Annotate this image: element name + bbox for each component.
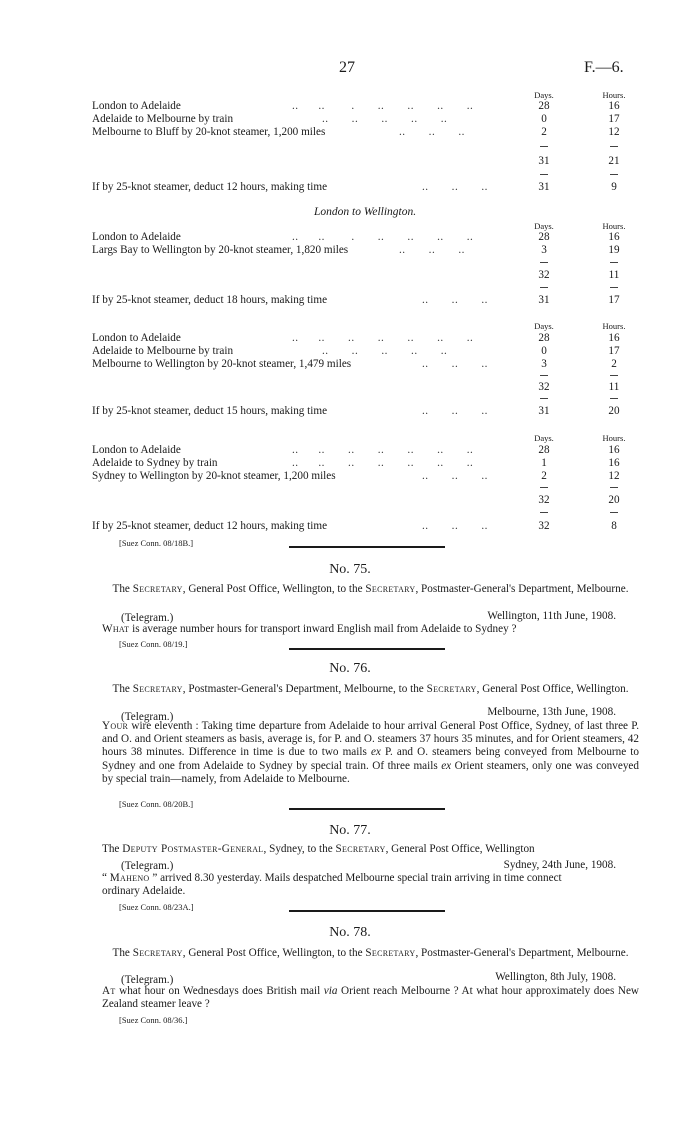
route-label: Sydney to Wellington by 20-knot steamer, 1,200 miles — [92, 470, 336, 482]
days-value: 28 — [538, 231, 550, 243]
dateline: Sydney, 24th June, 1908. — [503, 859, 616, 871]
recipient-title: Secretary — [426, 683, 477, 695]
message-lead: At — [102, 985, 116, 997]
hours-value: 17 — [608, 294, 620, 306]
hours-value: 8 — [611, 520, 617, 532]
total-row — [92, 494, 632, 507]
recipient-title: Secretary — [335, 843, 386, 855]
file-reference: [Suez Conn. 08/18B.] — [119, 538, 194, 548]
recipient-detail: , General Post Office, Wellington — [385, 843, 535, 855]
sum-rule — [610, 398, 618, 399]
days-value: 28 — [538, 444, 550, 456]
recipient-title: Secretary — [365, 583, 416, 595]
leader-dots: .. .. .. — [422, 520, 488, 532]
leader-dots: .. .. . .. .. .. .. — [292, 100, 474, 112]
column-head-days: Days. — [534, 433, 554, 443]
recipient-title: Secretary — [365, 947, 416, 959]
sender-detail: , General Post Office, Wellington, to the — [182, 583, 363, 595]
message-body — [102, 623, 639, 636]
leader-dots: .. .. .. .. .. .. .. — [292, 332, 474, 344]
route-label: London to Adelaide — [92, 100, 181, 112]
table-row — [92, 345, 632, 358]
leader-dots: .. .. .. .. .. .. .. — [292, 457, 474, 469]
column-head-hours: Hours. — [602, 433, 626, 443]
days-total: 31 — [538, 155, 550, 167]
days-value: 0 — [541, 345, 547, 357]
leader-dots: .. .. .. — [422, 358, 488, 370]
message-text: what hour on Wednesdays does British mail — [115, 985, 324, 997]
table-row — [92, 358, 632, 371]
section-divider — [289, 808, 445, 810]
leader-dots: .. .. .. .. .. .. .. — [292, 444, 474, 456]
sum-rule — [540, 512, 548, 513]
leader-dots: .. .. .. .. .. — [322, 345, 448, 357]
table-row — [92, 470, 632, 483]
deduction-row — [92, 181, 632, 194]
deduction-label: If by 25-knot steamer, deduct 18 hours, making time — [92, 294, 328, 306]
file-reference: [Suez Conn. 08/19.] — [119, 639, 188, 649]
file-reference: [Suez Conn. 08/20B.] — [119, 799, 194, 809]
message-body-line: ordinary Adelaide. — [102, 885, 186, 897]
item-number: No. 78. — [329, 925, 371, 940]
recipient-detail: , General Post Office, Wellington. — [476, 683, 629, 695]
dateline: Melbourne, 13th June, 1908. — [487, 706, 616, 718]
route-label: Melbourne to Bluff by 20-knot steamer, 1,200 miles — [92, 126, 326, 138]
hours-total: 11 — [608, 381, 620, 393]
message-text: P. and O. steamers being conveyed from Melbourne to Sydney and one from Adelaide to Sydney by special train. Of three mails — [102, 746, 639, 772]
days-value: 28 — [538, 100, 550, 112]
column-head-hours: Hours. — [602, 321, 626, 331]
message-text: wire eleventh : Taking time departure from Adelaide to hour arrival General Post Office, Sydney, of last three P. and O. and Orient steamers as basis, average is, for P. and O. steamers 37 hours 35 minutes, and for Orient steamers, 42 hours 38 minutes. Difference in time is due to two mails — [102, 720, 639, 759]
sender-detail: , Postmaster-General's Department, Melbourne, to the — [182, 683, 424, 695]
hours-value: 12 — [608, 470, 620, 482]
days-total: 32 — [538, 269, 550, 281]
message-body — [102, 720, 639, 786]
recipient-detail: , Postmaster-General's Department, Melbourne. — [415, 583, 629, 595]
item-heading — [102, 947, 639, 960]
hours-value: 19 — [608, 244, 620, 256]
sum-rule — [540, 262, 548, 263]
sum-rule — [610, 487, 618, 488]
hours-total: 20 — [608, 494, 620, 506]
section-divider — [289, 546, 445, 548]
sender-detail: , Sydney, to the — [263, 843, 333, 855]
item-heading — [102, 583, 639, 596]
heading-article: The — [112, 683, 130, 695]
section-divider — [289, 910, 445, 912]
leader-dots: .. .. .. — [422, 294, 488, 306]
latin-ex: ex — [441, 759, 452, 772]
column-head-hours: Hours. — [602, 90, 626, 100]
sum-rule — [540, 287, 548, 288]
heading-article: The — [112, 583, 130, 595]
message-lead: What — [102, 623, 130, 635]
message-body — [102, 985, 639, 1011]
ship-name: Maheno — [109, 872, 150, 884]
route-label: Melbourne to Wellington by 20-knot steamer, 1,479 miles — [92, 358, 352, 370]
route-label: London to Adelaide — [92, 444, 181, 456]
hours-value: 16 — [608, 444, 620, 456]
hours-value: 16 — [608, 332, 620, 344]
column-head-days: Days. — [534, 321, 554, 331]
sender-title: Secretary — [132, 683, 183, 695]
file-reference: [Suez Conn. 08/23A.] — [119, 902, 194, 912]
sum-rule — [610, 146, 618, 147]
sum-rule — [540, 174, 548, 175]
deduction-row — [92, 405, 632, 418]
document-reference: F.—6. — [584, 59, 624, 76]
message-text: ” arrived 8.30 yesterday. Mails despatched Melbourne special train arriving in time connect — [149, 872, 562, 884]
total-row — [92, 155, 632, 168]
route-label: Largs Bay to Wellington by 20-knot steamer, 1,820 miles — [92, 244, 349, 256]
latin-ex: ex — [370, 746, 381, 759]
total-row — [92, 269, 632, 282]
days-value: 32 — [538, 520, 550, 532]
hours-value: 12 — [608, 126, 620, 138]
section-caption: London to Wellington. — [314, 206, 417, 218]
hours-value: 16 — [608, 231, 620, 243]
dateline: Wellington, 8th July, 1908. — [495, 971, 616, 983]
sum-rule — [610, 375, 618, 376]
days-value: 28 — [538, 332, 550, 344]
telegram-label: (Telegram.) — [121, 860, 174, 872]
sender-title: Secretary — [132, 583, 183, 595]
sum-rule — [610, 262, 618, 263]
table-row — [92, 457, 632, 470]
table-row — [92, 244, 632, 257]
telegram-label: (Telegram.) — [121, 711, 174, 723]
message-lead: Your — [102, 720, 129, 732]
table-row — [92, 231, 632, 244]
sum-rule — [540, 398, 548, 399]
item-number: No. 76. — [329, 661, 371, 676]
page-number: 27 — [339, 59, 355, 76]
deduction-row — [92, 520, 632, 533]
hours-total: 11 — [608, 269, 620, 281]
telegram-label: (Telegram.) — [121, 974, 174, 986]
leader-dots: .. .. . .. .. .. .. — [292, 231, 474, 243]
sender-detail: , General Post Office, Wellington, to the — [182, 947, 363, 959]
hours-value: 16 — [608, 457, 620, 469]
leader-dots: .. .. .. .. .. — [322, 113, 448, 125]
sum-rule — [610, 287, 618, 288]
leader-dots: .. .. .. — [422, 470, 488, 482]
sender-title: Secretary — [132, 947, 183, 959]
sum-rule — [540, 146, 548, 147]
route-label: London to Adelaide — [92, 231, 181, 243]
item-heading — [102, 683, 639, 696]
days-value: 3 — [541, 358, 547, 370]
deduction-label: If by 25-knot steamer, deduct 15 hours, making time — [92, 405, 328, 417]
days-total: 32 — [538, 494, 550, 506]
leader-dots: .. .. .. — [422, 181, 488, 193]
table-row — [92, 444, 632, 457]
deduction-row — [92, 294, 632, 307]
sum-rule — [540, 375, 548, 376]
column-head-hours: Hours. — [602, 221, 626, 231]
hours-value: 9 — [611, 181, 617, 193]
message-text: Orient reach Melbourne ? At what hour approximately does New Zealand steamer leave ? — [102, 985, 639, 1011]
latin-via: via — [323, 985, 338, 997]
table-row — [92, 113, 632, 126]
hours-value: 17 — [608, 345, 620, 357]
table-row — [92, 126, 632, 139]
days-value: 0 — [541, 113, 547, 125]
days-total: 32 — [538, 381, 550, 393]
sum-rule — [610, 174, 618, 175]
heading-article: The — [112, 947, 130, 959]
section-divider — [289, 648, 445, 650]
sum-rule — [610, 512, 618, 513]
item-number: No. 77. — [329, 823, 371, 838]
table-row — [92, 100, 632, 113]
telegram-label: (Telegram.) — [121, 612, 174, 624]
deduction-label: If by 25-knot steamer, deduct 12 hours, making time — [92, 181, 328, 193]
days-value: 2 — [541, 470, 547, 482]
days-value: 31 — [538, 294, 550, 306]
route-label: London to Adelaide — [92, 332, 181, 344]
sum-rule — [540, 487, 548, 488]
days-value: 3 — [541, 244, 547, 256]
message-body — [102, 872, 639, 885]
hours-value: 17 — [608, 113, 620, 125]
route-label: Adelaide to Melbourne by train — [92, 345, 234, 357]
message-text: Orient steamers, only one was conveyed by special train—namely, from Adelaide to Melbourne. — [102, 759, 639, 785]
deduction-label: If by 25-knot steamer, deduct 12 hours, making time — [92, 520, 328, 532]
sender-title: Deputy Postmaster-General — [122, 843, 264, 855]
heading-article: The — [102, 843, 120, 855]
recipient-detail: , Postmaster-General's Department, Melbourne. — [415, 947, 629, 959]
hours-value: 2 — [611, 358, 617, 370]
leader-dots: .. .. .. — [399, 126, 465, 138]
item-number: No. 75. — [329, 562, 371, 577]
total-row — [92, 381, 632, 394]
days-value: 1 — [541, 457, 547, 469]
quote-mark: “ — [102, 872, 110, 884]
leader-dots: .. .. .. — [399, 244, 465, 256]
hours-value: 16 — [608, 100, 620, 112]
days-value: 31 — [538, 405, 550, 417]
column-head-days: Days. — [534, 221, 554, 231]
table-row — [92, 332, 632, 345]
column-head-days: Days. — [534, 90, 554, 100]
dateline: Wellington, 11th June, 1908. — [487, 610, 616, 622]
days-value: 2 — [541, 126, 547, 138]
leader-dots: .. .. .. — [422, 405, 488, 417]
message-text: is average number hours for transport inward English mail from Adelaide to Sydney ? — [129, 623, 517, 635]
hours-total: 21 — [608, 155, 620, 167]
route-label: Adelaide to Melbourne by train — [92, 113, 234, 125]
item-heading — [102, 843, 639, 856]
route-label: Adelaide to Sydney by train — [92, 457, 218, 469]
hours-value: 20 — [608, 405, 620, 417]
days-value: 31 — [538, 181, 550, 193]
file-reference: [Suez Conn. 08/36.] — [119, 1015, 188, 1025]
